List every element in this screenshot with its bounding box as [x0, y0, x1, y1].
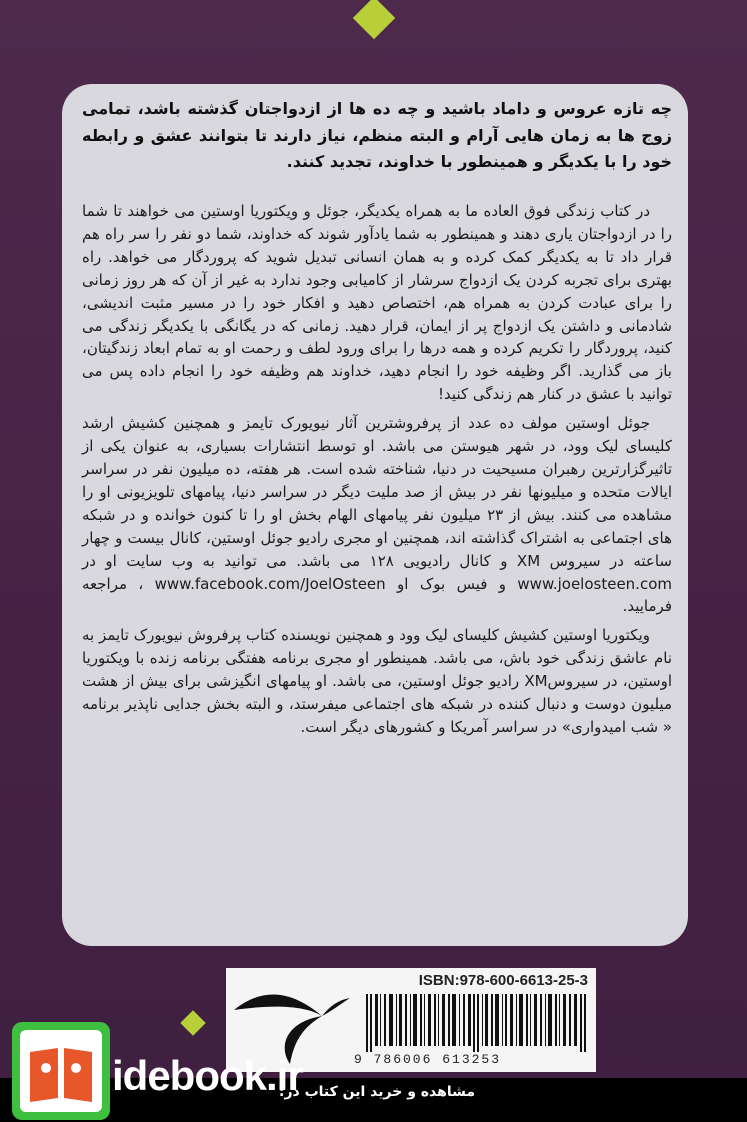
book-logo-icon [12, 1022, 110, 1120]
paragraph-book: در کتاب زندگی فوق العاده ما به همراه یکدیگر، جوئل و ویکتوریا اوستین می خواهند تا شما را در ازدواجتان یاری دهند و همینطور به شما یادآور شوند که خداوند، شما دو نفر را سر راه هم قرار داد تا به یکدیگر کمک کرده و به همان انسانی تبدیل شوید که پروردگار می خواهد. راه بهتری برای تجربه کردن یک ازدواج سرشار از کامیابی وجود ندارد به غیر از آن که هر روز زمانی را برای عبادت کردن به همراه هم، اختصاص دهید و افکار خود را در مسیر مثبت اندیشی، شادمانی و داشتن یک ازدواج پر از ایمان، قرار دهید. زمانی که در یگانگی با یکدیگر زندگی می کنید، پروردگار را تکریم کرده و همه درها را برای ورود لطف و رحمت او به تمام ابعاد زندگیتان، باز می گذارید. اگر وظیفه خود را انجام دهید، خداوند هم وظیفه خود را انجام داده پس می توانید با عشق در کنار هم زندگی کنید! [82, 202, 672, 404]
paragraph-joel-bio: جوئل اوستین مولف ده عدد از پرفروشترین آثار نیویورک تایمز و همچنین کشیش ارشد کلیسای لیک وود، در شهر هیوستن می باشد. او توسط انتشارات بسیاری، به عنوان یکی از تاثیرگزارترین رهبران مسیحیت در دنیا، شناخته شده است. هر هفته، ده میلیون نفر در سراسر ایالات متحده و میلیونها نفر در بیش از صد ملیت دیگر در سراسر دنیا، پیامهای تلویزیونی او را مشاهده می کنند. بیش از ۲۳ میلیون نفر پیامهای الهام بخش او را تا کنون خوانده و در شبکه های اجتماعی به اشتراک گذاشته اند، همچنین او مجری رادیو جوئل اوستین، کانال بیست و چهار ساعته در سیروس XM و کانال رادیویی ۱۲۸ می باشد. می توانید به وب سایت او در www.joelosteen.com و فیس بوک او www.facebook.com/JoelOsteen ، مراجعه فرمایید. [82, 414, 673, 616]
barcode-digits: 9 786006 613253 [354, 1052, 502, 1067]
paragraph-victoria-bio: ویکتوریا اوستین کشیش کلیسای لیک وود و همچنین نویسنده کتاب پرفروش نیویورک تایمز به نام عاشق زندگی خود باش، می باشد. همینطور او مجری برنامه هفتگی برنامه زنده با ویکتوریا اوستین، در سیروسXM رادیو جوئل اوستین، می باشد. او پیامهای انگیزشی برای بیش از هشت میلیون دوست و دنبال کننده در شبکه های اجتماعی میفرستد، و البته بخش جدایی ناپذیر برنامه « شب امیدواری» در سراسر آمریکا و کشورهای دیگر است. [82, 626, 672, 736]
site-brand[interactable]: idebook.ir [112, 1052, 303, 1099]
barcode-bars [366, 994, 588, 1052]
description-body [82, 200, 672, 745]
footer-caption: مشاهده و خرید این کتاب در: [278, 1084, 475, 1100]
intro-text: چه تازه عروس و داماد باشید و چه ده ها از ازدواجتان گذشته باشد، تمامی زوج ها به زمان هایی آرام و البته منظم، نیاز دارند تا بتوانند عشق و رابطه خود را با یکدیگر و همینطور با خداوند، تجدید کنند. [82, 99, 672, 171]
isbn-number: ISBN:978-600-6613-25-3 [418, 972, 588, 989]
